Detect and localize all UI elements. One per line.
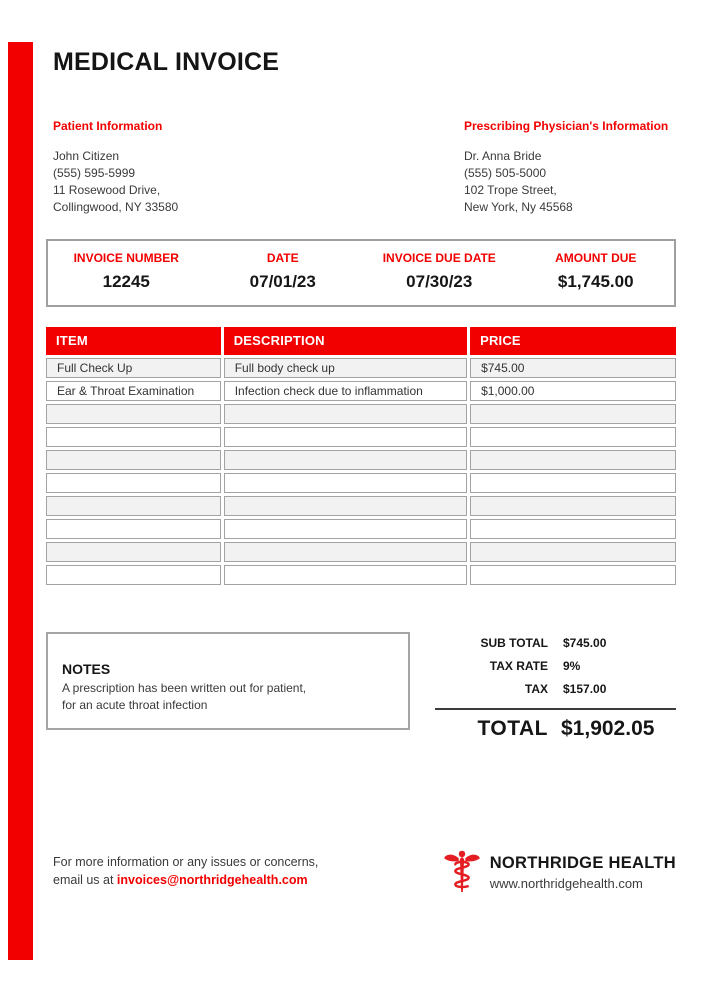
- table-row: [46, 427, 676, 447]
- description-cell: [224, 450, 467, 470]
- invoice-due-date-block: [361, 251, 518, 292]
- subtotal-label: SUB TOTAL: [480, 636, 548, 650]
- patient-info-heading: Patient Information: [53, 119, 163, 133]
- tax-rate-row: [435, 659, 676, 673]
- tax-label: TAX: [524, 682, 548, 696]
- price-cell: [470, 496, 676, 516]
- price-cell: $745.00: [470, 358, 676, 378]
- description-cell: [224, 404, 467, 424]
- table-row: [46, 496, 676, 516]
- item-cell: Ear & Throat Examination: [46, 381, 221, 401]
- item-cell: [46, 473, 221, 493]
- total-value: $1,902.05: [561, 717, 655, 740]
- invoice-date-value: 07/01/23: [249, 272, 316, 291]
- table-row: [46, 542, 676, 562]
- item-cell: [46, 450, 221, 470]
- physician-address-line2: New York, Ny 45568: [464, 200, 573, 214]
- table-row: [46, 381, 676, 401]
- description-cell: [224, 519, 467, 539]
- price-cell: [470, 473, 676, 493]
- footer-contact-text: [53, 853, 318, 889]
- price-cell: [470, 450, 676, 470]
- description-cell: [224, 565, 467, 585]
- invoice-due-date-value: 07/30/23: [406, 272, 473, 291]
- patient-address-line2: Collingwood, NY 33580: [53, 200, 179, 214]
- physician-phone: (555) 505-5000: [464, 166, 547, 180]
- price-column-header: PRICE: [470, 327, 676, 355]
- description-cell: [224, 473, 467, 493]
- patient-phone: (555) 595-5999: [53, 166, 136, 180]
- physician-address-line1: 102 Trope Street,: [464, 183, 557, 197]
- page-title: MEDICAL INVOICE: [53, 48, 280, 76]
- totals-block: [435, 632, 676, 741]
- patient-info-block: [53, 119, 178, 216]
- item-cell: [46, 565, 221, 585]
- invoice-due-date-label: INVOICE DUE DATE: [382, 251, 496, 265]
- invoice-page: [46, 42, 676, 895]
- amount-due-block: [518, 251, 675, 292]
- notes-box: [46, 632, 410, 730]
- total-row: [435, 717, 676, 741]
- description-cell: [224, 542, 467, 562]
- tax-value: $157.00: [563, 682, 607, 696]
- item-cell: [46, 519, 221, 539]
- invoice-number-label: INVOICE NUMBER: [73, 251, 179, 265]
- table-row: [46, 450, 676, 470]
- brand-name: NORTHRIDGE HEALTH: [489, 853, 676, 872]
- notes-heading: NOTES: [62, 661, 111, 677]
- patient-address-line1: 11 Rosewood Drive,: [53, 183, 161, 197]
- notes-line: A prescription has been written out for patient,: [62, 681, 307, 695]
- subtotal-row: [435, 636, 676, 650]
- items-table: [43, 324, 679, 588]
- table-row: [46, 358, 676, 378]
- parties-section: [53, 119, 676, 216]
- invoice-number-block: [48, 251, 205, 292]
- brand-block: [443, 849, 676, 895]
- description-cell: [224, 496, 467, 516]
- price-cell: [470, 404, 676, 424]
- price-cell: [470, 519, 676, 539]
- item-cell: [46, 404, 221, 424]
- table-row: [46, 473, 676, 493]
- brand-text: [490, 854, 676, 891]
- tax-rate-label: TAX RATE: [489, 659, 548, 673]
- physician-info-heading: Prescribing Physician's Information: [464, 119, 669, 133]
- subtotal-value: $745.00: [563, 636, 607, 650]
- total-label: TOTAL: [477, 717, 548, 740]
- invoice-number-value: 12245: [102, 272, 150, 291]
- tax-rate-value: 9%: [563, 659, 581, 673]
- item-cell: [46, 542, 221, 562]
- physician-info-block: [464, 119, 676, 216]
- item-cell: Full Check Up: [46, 358, 221, 378]
- brand-website: www.northridgehealth.com: [489, 875, 643, 891]
- amount-due-label: AMOUNT DUE: [555, 251, 637, 265]
- caduceus-icon: [443, 849, 481, 895]
- description-cell: Infection check due to inflammation: [224, 381, 467, 401]
- amount-due-value: $1,745.00: [557, 272, 634, 291]
- price-cell: [470, 542, 676, 562]
- physician-name: Dr. Anna Bride: [464, 149, 542, 163]
- description-column-header: DESCRIPTION: [224, 327, 467, 355]
- items-header-row: [46, 327, 676, 355]
- footer: [46, 853, 676, 895]
- contact-email-link[interactable]: invoices@northridgehealth.com: [116, 873, 308, 887]
- accent-side-bar: [8, 42, 33, 960]
- table-row: [46, 404, 676, 424]
- patient-name: John Citizen: [53, 149, 120, 163]
- price-cell: [470, 565, 676, 585]
- footer-info-line1: For more information or any issues or concerns,: [53, 855, 319, 869]
- notes-and-totals-section: [46, 632, 676, 741]
- table-row: [46, 519, 676, 539]
- description-cell: Full body check up: [224, 358, 467, 378]
- totals-divider: [435, 708, 676, 710]
- item-cell: [46, 496, 221, 516]
- footer-info-line2: email us at invoices@northridgehealth.com: [53, 873, 308, 887]
- description-cell: [224, 427, 467, 447]
- item-column-header: ITEM: [46, 327, 221, 355]
- table-row: [46, 565, 676, 585]
- invoice-date-label: DATE: [266, 251, 299, 265]
- tax-row: [435, 682, 676, 696]
- price-cell: [470, 427, 676, 447]
- notes-line: for an acute throat infection: [62, 698, 208, 712]
- item-cell: [46, 427, 221, 447]
- price-cell: $1,000.00: [470, 381, 676, 401]
- invoice-date-block: [205, 251, 362, 292]
- invoice-summary-box: [46, 239, 676, 307]
